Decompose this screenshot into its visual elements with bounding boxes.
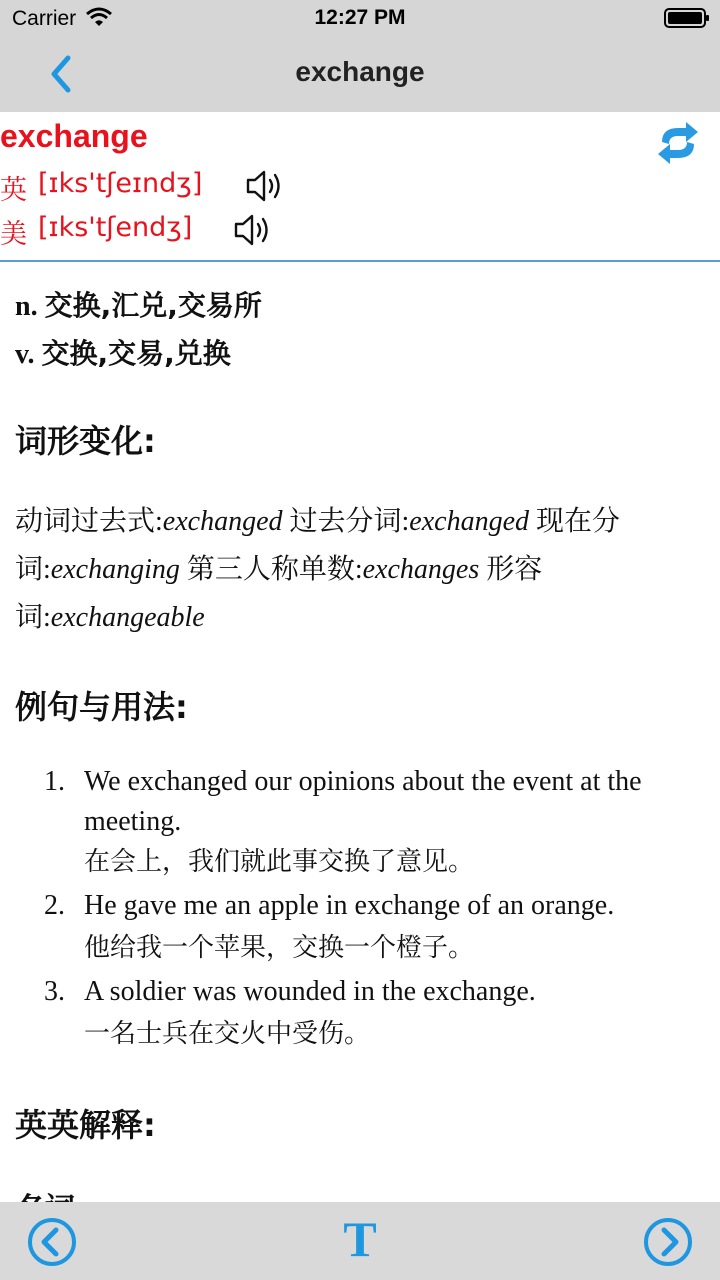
example-number: 3. xyxy=(44,976,65,1007)
form-label: 现在分词: xyxy=(15,506,621,585)
form-label: 动词过去式: xyxy=(15,506,163,537)
example-english: A soldier was wounded in the exchange. xyxy=(84,976,536,1007)
example-number: 2. xyxy=(44,890,65,921)
form-label: 形容词: xyxy=(15,554,543,633)
navigation-bar xyxy=(0,38,720,113)
form-value: exchanged xyxy=(409,506,529,537)
form-value: exchangeable xyxy=(50,602,205,633)
definition-pos: v. xyxy=(15,339,35,370)
form-label: 过去分词: xyxy=(289,506,410,537)
definition-meaning: 交换,汇兑,交易所 xyxy=(44,289,262,322)
next-button[interactable] xyxy=(642,1216,694,1268)
pronunciation-us-label: 美 xyxy=(0,219,27,250)
pronunciation-uk-label: 英 xyxy=(0,175,27,206)
definition-line xyxy=(15,284,262,324)
word-header xyxy=(0,112,720,262)
carrier-label: Carrier xyxy=(12,7,77,30)
definition-pos: n. xyxy=(15,291,38,322)
section-title-english: 英英解释: xyxy=(15,1106,156,1144)
example-chinese: 在会上，我们就此事交换了意见。 xyxy=(84,847,475,877)
refresh-icon[interactable] xyxy=(656,120,700,166)
example-english: He gave me an apple in exchange of an orange. xyxy=(84,890,615,921)
definition-content xyxy=(0,262,720,1202)
speaker-us-icon[interactable] xyxy=(232,212,272,248)
form-label: 第三人称单数: xyxy=(186,554,363,585)
definition-meaning: 交换,交易,兑换 xyxy=(41,337,231,370)
headword: exchange xyxy=(0,118,148,154)
section-title-examples: 例句与用法: xyxy=(15,688,188,726)
example-english: We exchanged our opinions about the event at the meeting. xyxy=(84,766,642,837)
battery-icon xyxy=(664,8,710,28)
pronunciation-us-ipa: [ɪks'tʃendʒ] xyxy=(38,212,193,243)
example-chinese: 一名士兵在交火中受伤。 xyxy=(84,1019,371,1049)
form-value: exchanged xyxy=(162,506,283,537)
font-size-button[interactable]: T xyxy=(343,1211,377,1267)
example-number: 1. xyxy=(44,766,65,797)
chevron-right-icon xyxy=(664,1230,676,1254)
chevron-left-icon xyxy=(44,1230,56,1254)
status-bar xyxy=(0,0,720,38)
word-forms xyxy=(15,498,705,642)
bottom-toolbar xyxy=(0,1202,720,1280)
form-value: exchanges xyxy=(362,554,480,585)
page-title: exchange xyxy=(295,56,425,87)
definition-line xyxy=(15,332,231,372)
form-value: exchanging xyxy=(50,554,180,585)
example-chinese: 他给我一个苹果，交换一个橙子。 xyxy=(84,933,475,963)
speaker-uk-icon[interactable] xyxy=(244,168,284,204)
section-title-forms: 词形变化: xyxy=(15,422,156,460)
status-time: 12:27 PM xyxy=(314,6,406,29)
pronunciation-uk-ipa: [ɪks'tʃeɪndʒ] xyxy=(38,168,203,199)
previous-button[interactable] xyxy=(26,1216,78,1268)
